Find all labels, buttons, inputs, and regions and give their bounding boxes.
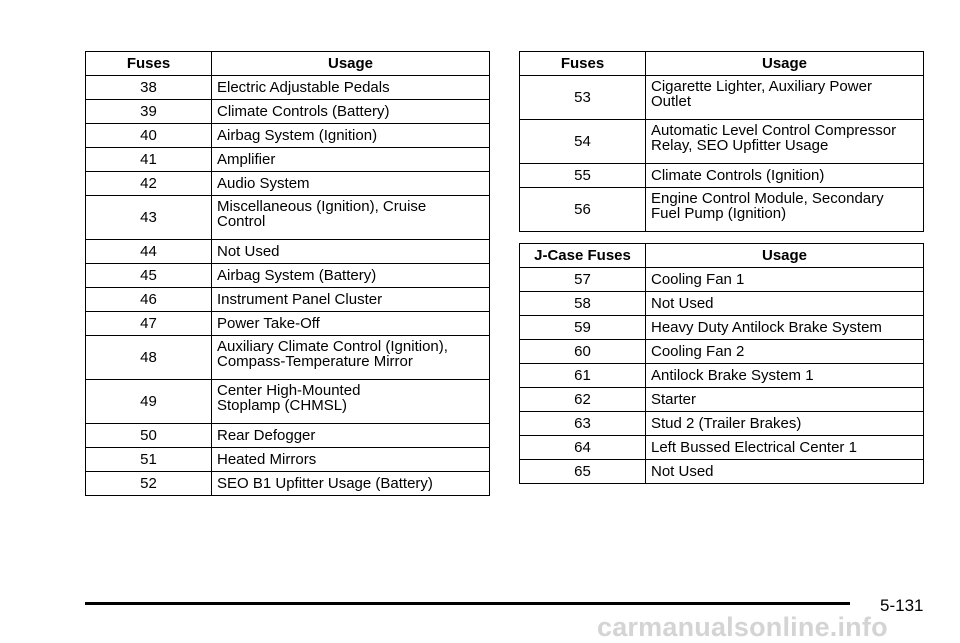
fuse-usage bbox=[212, 448, 490, 472]
table-row bbox=[520, 436, 924, 460]
fuse-number: 56 bbox=[520, 188, 646, 232]
usage-line: Outlet bbox=[651, 93, 692, 110]
usage-line: Stoplamp (CHMSL) bbox=[217, 397, 348, 414]
table-row bbox=[86, 264, 490, 288]
usage-line: Airbag System (Ignition) bbox=[217, 127, 378, 144]
fuse-usage bbox=[212, 312, 490, 336]
usage-line: Climate Controls (Battery) bbox=[217, 103, 390, 120]
header-usage: Usage bbox=[646, 52, 924, 76]
fuse-number: 61 bbox=[520, 364, 646, 388]
fuse-number: 40 bbox=[86, 124, 212, 148]
table-row bbox=[86, 312, 490, 336]
table-row bbox=[520, 316, 924, 340]
fuse-number: 50 bbox=[86, 424, 212, 448]
table-row bbox=[86, 148, 490, 172]
fuse-number: 63 bbox=[520, 412, 646, 436]
table-row bbox=[86, 100, 490, 124]
usage-line: Antilock Brake System 1 bbox=[651, 367, 814, 384]
usage-line: Auxiliary Climate Control (Ignition), bbox=[217, 338, 448, 355]
fuse-usage bbox=[646, 292, 924, 316]
fuse-usage bbox=[212, 76, 490, 100]
fuse-number: 44 bbox=[86, 240, 212, 264]
fuse-usage bbox=[212, 472, 490, 496]
fuse-number: 55 bbox=[520, 164, 646, 188]
header-fuses: Fuses bbox=[520, 52, 646, 76]
usage-line: Starter bbox=[651, 391, 697, 408]
table-row bbox=[520, 412, 924, 436]
fuse-usage bbox=[646, 316, 924, 340]
header-usage: Usage bbox=[646, 244, 924, 268]
fuse-usage bbox=[212, 380, 490, 424]
header-jcase-fuses: J-Case Fuses bbox=[520, 244, 646, 268]
table-header-row bbox=[86, 52, 490, 76]
fuse-number: 59 bbox=[520, 316, 646, 340]
usage-line: Not Used bbox=[651, 463, 714, 480]
usage-line: Miscellaneous (Ignition), Cruise bbox=[217, 198, 427, 215]
table-row bbox=[520, 164, 924, 188]
usage-line: Automatic Level Control Compressor bbox=[651, 122, 897, 139]
table-row bbox=[86, 380, 490, 424]
fuse-number: 38 bbox=[86, 76, 212, 100]
fuse-usage bbox=[212, 172, 490, 196]
fuse-usage bbox=[212, 240, 490, 264]
fuse-number: 52 bbox=[86, 472, 212, 496]
table-row bbox=[520, 268, 924, 292]
fuse-usage bbox=[212, 264, 490, 288]
usage-line: Rear Defogger bbox=[217, 427, 316, 444]
fuse-usage bbox=[646, 460, 924, 484]
usage-line: Center High-Mounted bbox=[217, 382, 361, 399]
usage-line: Airbag System (Battery) bbox=[217, 267, 377, 284]
usage-line: Cooling Fan 1 bbox=[651, 271, 745, 288]
fuse-usage bbox=[646, 412, 924, 436]
fuse-usage bbox=[212, 124, 490, 148]
fuse-number: 62 bbox=[520, 388, 646, 412]
usage-line: Fuel Pump (Ignition) bbox=[651, 205, 787, 222]
fuse-usage bbox=[212, 148, 490, 172]
footer-rule bbox=[85, 602, 850, 605]
fuse-usage bbox=[212, 196, 490, 240]
usage-line: Control bbox=[217, 213, 266, 230]
fuse-number: 53 bbox=[520, 76, 646, 120]
fuse-usage bbox=[646, 388, 924, 412]
header-usage: Usage bbox=[212, 52, 490, 76]
usage-line: Heavy Duty Antilock Brake System bbox=[651, 319, 882, 336]
usage-line: Cigarette Lighter, Auxiliary Power bbox=[651, 78, 872, 95]
header-fuses: Fuses bbox=[86, 52, 212, 76]
fuse-usage bbox=[646, 268, 924, 292]
table-row bbox=[86, 240, 490, 264]
usage-line: Engine Control Module, Secondary bbox=[651, 190, 884, 207]
fuse-usage bbox=[646, 120, 924, 164]
fuse-table-left bbox=[85, 51, 490, 496]
fuse-number: 42 bbox=[86, 172, 212, 196]
table-row bbox=[520, 188, 924, 232]
table-row bbox=[520, 364, 924, 388]
usage-line: Not Used bbox=[651, 295, 714, 312]
fuse-number: 43 bbox=[86, 196, 212, 240]
table-row bbox=[86, 448, 490, 472]
fuse-number: 54 bbox=[520, 120, 646, 164]
watermark: carmanualsonline.info bbox=[597, 612, 888, 642]
table-row bbox=[520, 340, 924, 364]
table-row bbox=[520, 388, 924, 412]
fuse-number: 45 bbox=[86, 264, 212, 288]
fuse-table-jcase bbox=[519, 243, 924, 484]
fuse-usage bbox=[646, 76, 924, 120]
fuse-number: 51 bbox=[86, 448, 212, 472]
usage-line: Relay, SEO Upfitter Usage bbox=[651, 137, 829, 154]
fuse-table-right-top bbox=[519, 51, 924, 232]
fuse-number: 64 bbox=[520, 436, 646, 460]
fuse-number: 65 bbox=[520, 460, 646, 484]
usage-line: Stud 2 (Trailer Brakes) bbox=[651, 415, 802, 432]
usage-line: Cooling Fan 2 bbox=[651, 343, 745, 360]
table-row bbox=[520, 460, 924, 484]
table-row bbox=[86, 172, 490, 196]
fuse-usage bbox=[646, 436, 924, 460]
fuse-number: 47 bbox=[86, 312, 212, 336]
table-row bbox=[86, 196, 490, 240]
usage-line: SEO B1 Upfitter Usage (Battery) bbox=[217, 475, 433, 492]
fuse-number: 39 bbox=[86, 100, 212, 124]
table-row bbox=[86, 336, 490, 380]
fuse-usage bbox=[646, 364, 924, 388]
fuse-number: 57 bbox=[520, 268, 646, 292]
fuse-number: 41 bbox=[86, 148, 212, 172]
usage-line: Not Used bbox=[217, 243, 280, 260]
usage-line: Instrument Panel Cluster bbox=[217, 291, 383, 308]
fuse-usage bbox=[646, 188, 924, 232]
usage-line: Climate Controls (Ignition) bbox=[651, 167, 825, 184]
usage-line: Heated Mirrors bbox=[217, 451, 317, 468]
table-row bbox=[86, 424, 490, 448]
fuse-usage bbox=[646, 340, 924, 364]
fuse-number: 48 bbox=[86, 336, 212, 380]
fuse-number: 60 bbox=[520, 340, 646, 364]
table-row bbox=[520, 292, 924, 316]
usage-line: Audio System bbox=[217, 175, 310, 192]
page-number: 5-131 bbox=[880, 596, 924, 615]
usage-line: Power Take-Off bbox=[217, 315, 320, 332]
table-row bbox=[520, 120, 924, 164]
table-row bbox=[86, 472, 490, 496]
table-row bbox=[86, 124, 490, 148]
usage-line: Left Bussed Electrical Center 1 bbox=[651, 439, 857, 456]
fuse-usage bbox=[212, 100, 490, 124]
usage-line: Compass-Temperature Mirror bbox=[217, 353, 413, 370]
fuse-usage bbox=[212, 336, 490, 380]
fuse-usage bbox=[212, 288, 490, 312]
table-row bbox=[520, 76, 924, 120]
usage-line: Amplifier bbox=[217, 151, 276, 168]
table-header-row bbox=[520, 52, 924, 76]
table-header-row bbox=[520, 244, 924, 268]
table-row bbox=[86, 288, 490, 312]
fuse-usage bbox=[646, 164, 924, 188]
fuse-number: 46 bbox=[86, 288, 212, 312]
fuse-usage bbox=[212, 424, 490, 448]
usage-line: Electric Adjustable Pedals bbox=[217, 79, 390, 96]
fuse-number: 49 bbox=[86, 380, 212, 424]
table-row bbox=[86, 76, 490, 100]
fuse-number: 58 bbox=[520, 292, 646, 316]
